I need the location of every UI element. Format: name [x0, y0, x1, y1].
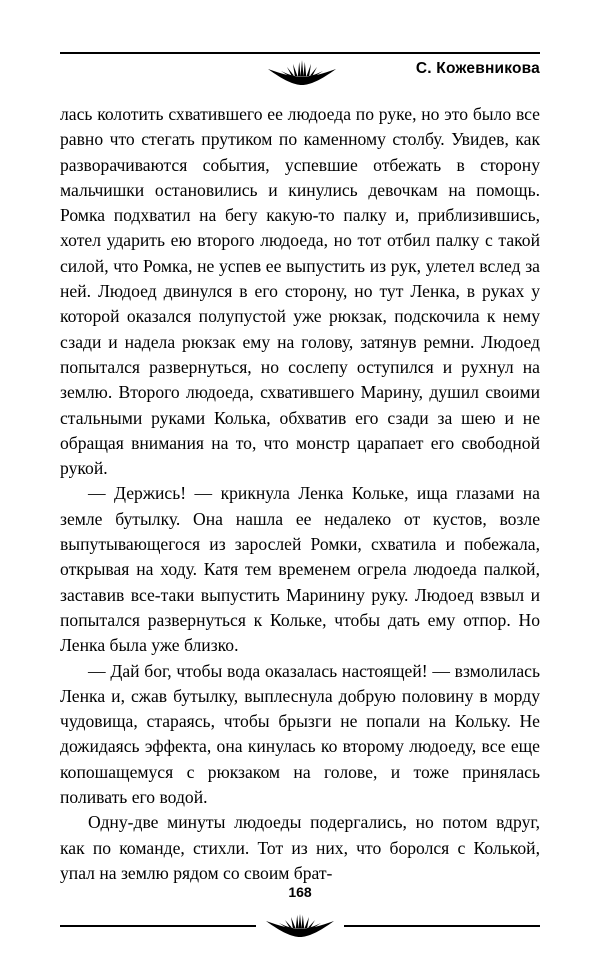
fan-ornament-icon [264, 914, 336, 938]
paragraph: Одну-две минуты людоеды подергались, но потом вдруг, как по команде, стихли. Тот из них, что боролся с Колькой, упал на землю рядом со своим брат- [60, 812, 540, 883]
paragraph: лась колотить схватившего ее людоеда по руке, но это было все равно что стегать прутиком по каменному столбу. Увидев, как разворачиваются события, успевшие отбежать в сторону мальчишки остановились и кинулись девочкам на помощь. Ромка подхватил на бегу какую-то палку и, приблизившись, хотел ударить ею второго людоеда, но тот отбил палку с такой силой, что Ромка, не успев ее выпустить из рук, улетел вслед за ней. Людоед двинулся в его сторону, но тут Ленка, в руках у которой оказался полупустой уже рюкзак, подскочила к нему сзади и надела рюкзак ему на голову, затянув ремни. Людоед попытался развернуться, но сослепу оступился и рухнул на землю. Второго людоеда, схватившего Марину, душил своими стальными руками Колька, обхватив его сзади за шею и не обращая внимания на то, что монстр царапает его свободной рукой. [60, 104, 540, 479]
fan-ornament-icon [266, 60, 338, 86]
body-text [60, 102, 540, 886]
footer-divider-right [344, 925, 540, 927]
page-header [60, 52, 540, 92]
header-author: С. Кожевникова [415, 60, 540, 77]
paragraph: — Дай бог, чтобы вода оказалась настоящей! — взмолилась Ленка и, сжав бутылку, выплеснула добрую половину в морду чудовища, стараясь, чтобы брызги не попали на Кольку. Не дожидаясь эффекта, она кинулась ко второму людоеду, все еще копошащемуся с рюкзаком на голове, и тоже принялась поливать его водой. [60, 660, 540, 808]
paragraph: — Держись! — крикнула Ленка Кольке, ища глазами на земле бутылку. Она нашла ее недалеко от кустов, возле выпутывающегося из зарослей Ромки, схватила и побежала, открывая на ходу. Катя тем временем огрела людоеда палкой, заставив все-таки выпустить Маринину руку. Людоед взвыл и попытался развернуться к Кольке, чтобы дать ему отпор. Но Ленка была уже близко. [60, 483, 540, 656]
page-number: 168 [288, 884, 312, 900]
page-content [60, 52, 540, 886]
page-footer [60, 884, 540, 944]
footer-divider-left [60, 925, 256, 927]
header-divider [60, 52, 540, 54]
